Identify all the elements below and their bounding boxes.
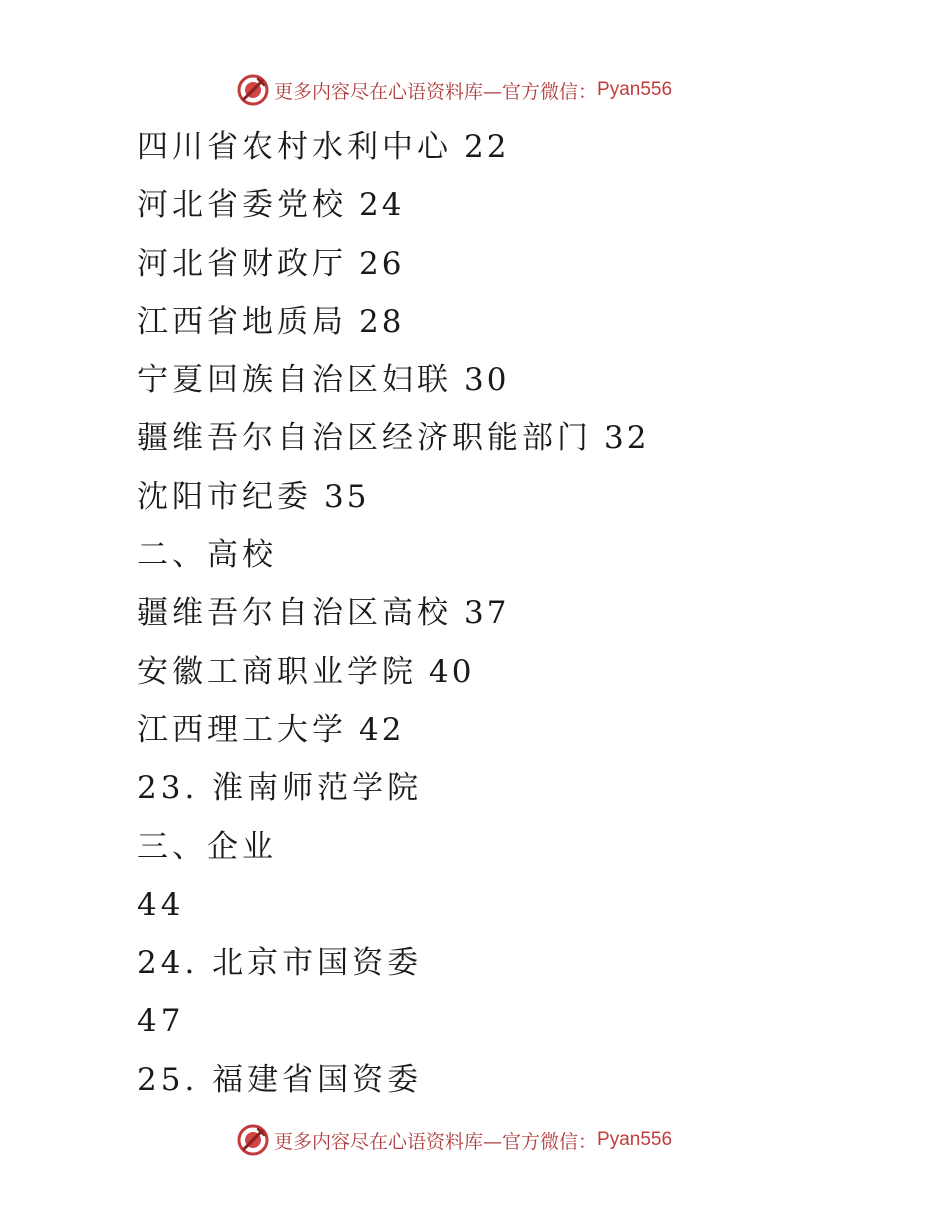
toc-line bbox=[137, 934, 649, 992]
toc-entry-title: 安徽工商职业学院 bbox=[137, 653, 417, 690]
toc-entry-title: 河北省财政厅 bbox=[137, 245, 347, 282]
toc-section-heading bbox=[137, 818, 649, 876]
toc-entry-page: 22 bbox=[464, 129, 510, 165]
toc-line bbox=[137, 235, 649, 293]
watermark-account: Pyan556 bbox=[597, 1129, 673, 1150]
toc-entry-title: 宁夏回族自治区妇联 bbox=[137, 362, 452, 399]
toc-line bbox=[137, 468, 649, 526]
red-seal-logo-icon bbox=[236, 73, 270, 107]
toc-line bbox=[137, 293, 649, 351]
toc-line bbox=[137, 876, 649, 934]
toc-line bbox=[137, 409, 649, 467]
toc-line bbox=[137, 643, 649, 701]
toc-entry-page: 35 bbox=[324, 478, 370, 515]
footer-watermark bbox=[236, 1123, 672, 1157]
watermark-account: Pyan556 bbox=[597, 79, 673, 100]
toc-entry-title: 23. 淮南师范学院 bbox=[137, 770, 423, 807]
toc-entry-page: 30 bbox=[464, 362, 510, 399]
toc-entry-title: 疆维吾尔自治区经济职能部门 bbox=[137, 420, 592, 457]
header-watermark bbox=[236, 73, 672, 107]
toc-line bbox=[137, 1051, 649, 1109]
toc-entry-title: 江西理工大学 bbox=[137, 711, 347, 748]
toc-entry-page: 37 bbox=[464, 595, 510, 632]
toc-section-heading bbox=[137, 526, 649, 584]
toc-line bbox=[137, 351, 649, 409]
toc-line bbox=[137, 118, 649, 176]
toc-entry-title: 三、企业 bbox=[137, 828, 277, 865]
watermark-text: 更多内容尽在心语资料库—官方微信： bbox=[274, 1130, 598, 1153]
watermark-text: 更多内容尽在心语资料库—官方微信： bbox=[274, 80, 598, 103]
toc-entry-title: 河北省委党校 bbox=[137, 187, 347, 224]
toc-entry-title: 四川省农村水利中心 bbox=[137, 129, 452, 165]
toc-entry-page: 42 bbox=[359, 711, 405, 748]
toc-entry-title: 47 bbox=[137, 1003, 185, 1040]
toc-line bbox=[137, 176, 649, 234]
toc-entry-page: 40 bbox=[429, 653, 475, 690]
toc-entry-page: 24 bbox=[359, 187, 405, 224]
toc-entry-title: 疆维吾尔自治区高校 bbox=[137, 595, 452, 632]
toc-entry-title: 江西省地质局 bbox=[137, 303, 347, 340]
toc-entry-page: 28 bbox=[359, 303, 405, 340]
toc-entry-title: 24. 北京市国资委 bbox=[137, 945, 423, 982]
toc-entry-title: 44 bbox=[137, 886, 185, 923]
toc-entry-title: 二、高校 bbox=[137, 537, 277, 574]
toc-line bbox=[137, 759, 649, 817]
toc-line bbox=[137, 584, 649, 642]
toc-entry-title: 沈阳市纪委 bbox=[137, 478, 312, 515]
table-of-contents bbox=[137, 118, 649, 1109]
toc-entry-title: 25. 福建省国资委 bbox=[137, 1061, 423, 1098]
toc-line bbox=[137, 992, 649, 1050]
red-seal-logo-icon bbox=[236, 1123, 270, 1157]
toc-entry-page: 26 bbox=[359, 245, 405, 282]
toc-entry-page: 32 bbox=[604, 420, 650, 457]
toc-line bbox=[137, 701, 649, 759]
